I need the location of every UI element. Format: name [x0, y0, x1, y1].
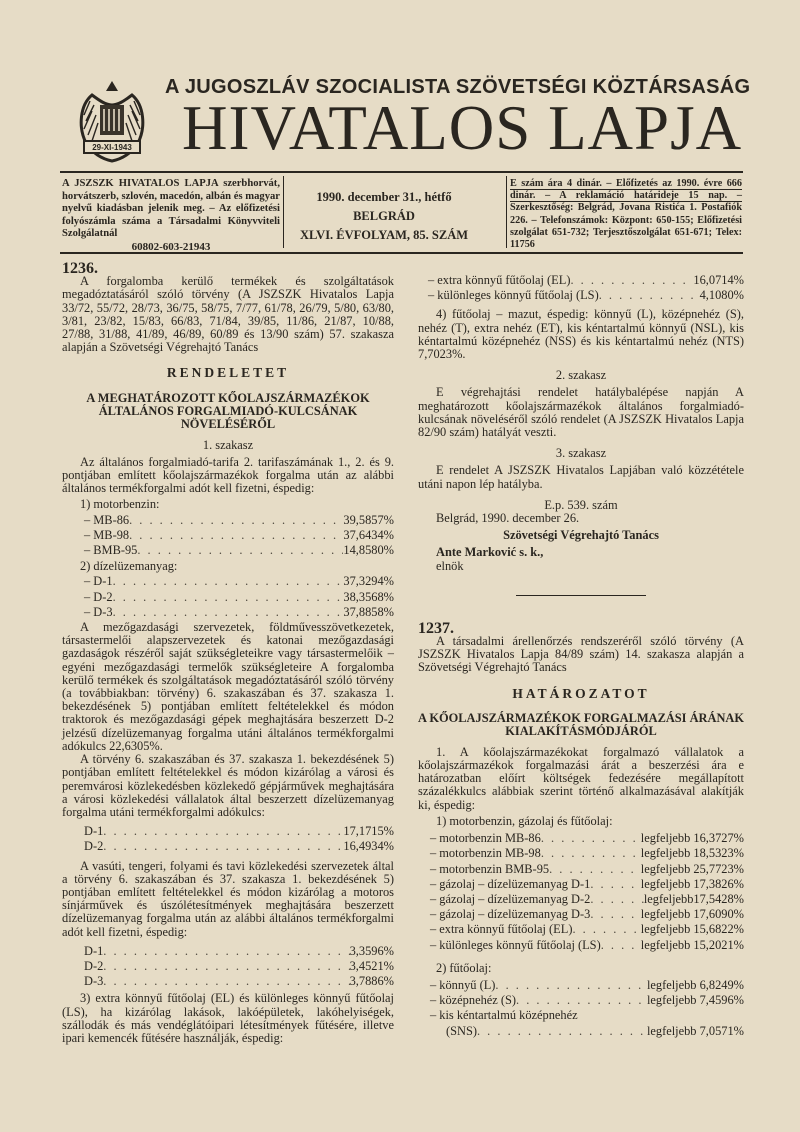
intro-paragraph: A forgalomba kerülő termékek és szolgáltatások megadóztatásáról szóló törvény (A JSZSZK Hivatalos Lapja 33/72, 55/72, 28/73, 36/75, 58/75, 7/77, 61/78, 26/79, 5/80, 63/80, 3/81, 23/82, 15/83, 66/83, 71/84, 39/85, 11/86, 21/87, 10/88, 27/88, 31/88, 41/89, 46/89, 60/89 és 13/90 szám) 57. szakasza alapján a Szövetségi Végrehajtó Tanács [62, 274, 394, 355]
rate-row: – motorbenzin MB-98 . . . legfeljebb 18,5323% [430, 847, 744, 860]
paragraph: E végrehajtási rendelet hatálybalépése napján A meghatározott kőolajszármazékok általános forgalmiadó-kulcsának növeléséről szóló rendelet (A JSZSZK Hivatalos Lapja 82/90 szám) hatályát veszti. [418, 385, 744, 440]
section-title: 3. szakasz [555, 446, 607, 461]
svg-text:29-XI-1943: 29-XI-1943 [92, 143, 132, 152]
paragraph: 3) extra könnyű fűtőolaj (EL) és különleges könnyű fűtőolaj (LS), ha kizárólag lakások, lakóépületek, lakóhelyiségek, szállodák és más vendéglátóipari létesítmények fűtésére, illetve ipari kemencék fűtésére használják, éspedig: [62, 991, 394, 1045]
contact-info: Szerkesztőség: Belgrád, Jovana Ristića 1. Postafiók 226. – Telefonszámok: Központ: 650-155; Előfizetési szolgálat 651-732; Terjesztőszolgálat 651-671; Telex: 11756 [510, 202, 742, 251]
rate-row: – D-2 . . . 38,3568% [84, 591, 394, 604]
rate-row: – MB-98 . . . 37,6434% [84, 529, 394, 542]
header-rule-top [60, 171, 743, 173]
rate-row: – D-3 . . . 37,8858% [84, 606, 394, 619]
issue-city: BELGRÁD [353, 209, 415, 223]
rate-row: – gázolaj – dízelüzemanyag D-2 . . . legfeljebb17,5428% [430, 893, 744, 906]
editorial-info [510, 178, 742, 251]
country-name: A JUGOSZLÁV SZOCIALISTA SZÖVETSÉGI KÖZTÁRSASÁG [165, 76, 751, 98]
group-title: 2) dízelüzemanyag: [80, 559, 178, 574]
act-type: RENDELETET [166, 365, 290, 381]
right-column [418, 262, 744, 1040]
paragraph: Az általános forgalmiadó-tarifa 2. tarifaszámának 1., 2. és 9. pontjában említett kőolajszármazékok forgalma után az alábbi általános termékforgalmi adót kell fizetni, éspedig: [62, 454, 394, 496]
group-title: 1) motorbenzin, gázolaj és fűtőolaj: [436, 813, 613, 828]
rate-row: (SNS) . . . legfeljebb 7,0571% [430, 1025, 744, 1038]
rate-row: D-2 . . . 3,4521% [84, 960, 394, 973]
paragraph: A törvény 6. szakaszában és 37. szakasza 1. bekezdésének 5) pontjában említett feltételekkel és módon kizárólag a városi és peremvárosi közlekedésben közlekedő gépjárművek meghajtására a városi közlekedési vállalatok által beszerzett dízelüzemanyag forgalma utáni termékforgalmi adókulcs: [62, 752, 394, 819]
rate-row: D-1 . . . 17,1715% [84, 825, 394, 838]
act-heading: A MEGHATÁROZOTT KŐOLAJSZÁRMAZÉKOK ÁLTALÁNOS FORGALMIADÓ-KULCSÁNAK NÖVELÉSÉRŐL [86, 390, 370, 431]
act-heading: A KŐOLAJSZÁRMAZÉKOK FORGALMAZÁSI ÁRÁNAK KIALAKÍTÁSMÓDJÁRÓL [418, 710, 744, 738]
rate-row: D-3 . . . 3,7886% [84, 975, 394, 988]
rate-label: – kis kéntartalmú középnehéz [430, 1008, 578, 1023]
rate-row: – gázolaj – dízelüzemanyag D-3 . . . legfeljebb 17,6090% [430, 908, 744, 921]
issue-date: 1990. december 31., hétfő [316, 190, 452, 204]
rate-row: – középnehéz (S) . . . legfeljebb 7,4596% [430, 994, 744, 1007]
rate-row: – különleges könnyű fűtőolaj (LS) . . . 4,1080% [428, 289, 744, 302]
intro-paragraph: A társadalmi árellenőrzés rendszeréről szóló törvény (A JSZSZK Hivatalos Lapja 84/89 szám) 14. szakasza alapján a Szövetségi Végrehajtó Tanács [418, 634, 744, 675]
reference-number: E.p. 539. szám [544, 497, 618, 512]
issue-volume: XLVI. ÉVFOLYAM, 85. SZÁM [299, 228, 469, 242]
rate-row: D-2 . . . 16,4934% [84, 840, 394, 853]
paragraph: E rendelet A JSZSZK Hivatalos Lapjában való közzététele utáni napon lép hatályba. [418, 463, 744, 491]
left-column [62, 262, 394, 1045]
signer-title: elnök [436, 558, 464, 573]
state-emblem-icon [62, 75, 162, 170]
group-title: 1) motorbenzin: [80, 497, 160, 512]
issue-info [288, 188, 480, 245]
rate-row: – motorbenzin BMB-95 . . . legfeljebb 25,7723% [430, 863, 744, 876]
header-rule-bottom [60, 252, 743, 254]
subscription-info [62, 178, 280, 253]
rate-row: – gázolaj – dízelüzemanyag D-1 . . . legfeljebb 17,3826% [430, 878, 744, 891]
price-info: E szám ára 4 dinár. – Előfizetés az 1990. évre 666 dinár. – A reklamáció határideje 15 nap. – [510, 178, 742, 202]
rate-row: – különleges könnyű fűtőolaj (LS) . . . legfeljebb 15,2021% [430, 939, 744, 952]
rate-row: – motorbenzin MB-86 . . . legfeljebb 16,3727% [430, 832, 744, 845]
paragraph: A mezőgazdasági szervezetek, földművesszövetkezetek, társastermelői alapszervezetek és katonai mezőgazdasági gazdaságok részéről saját szükségleteikre vagy társastermelőik – egyéni mezőgazdasági termelők szükségleteire A forgalomba kerülő termékek és szolgáltatások megadóztatásáról szóló törvény (a továbbiakban: törvény) 6. szakaszában és 37. szakasza 1. bekezdésének 5) pontjában említett feltételekkel és módon traktorok és mezőgazdasági gépek meghajtására beszerzett D-2 jelzésű dízelüzemanyag forgalma utáni általános termékforgalmi adókulcs 22,6305%. [62, 620, 394, 753]
rate-row: – MB-86 . . . 39,5857% [84, 514, 394, 527]
rate-row: – extra könnyű fűtőolaj (EL) . . . 16,0714% [428, 274, 744, 287]
council-name: Szövetségi Végrehajtó Tanács [503, 528, 659, 543]
section-title: 1. szakasz [202, 437, 254, 452]
paragraph: 1. A kőolajszármazékokat forgalmazó vállalatok a kőolajszármazékok forgalmazási árát a beszerzési ára e határozatban előírt költségek fedezésére megállapított százalékkulcs alábbiak szerint történő alkalmazásával alakítják ki, éspedig: [418, 744, 744, 812]
act-type: HATÁROZATOT [512, 685, 650, 701]
item-number: 1237. [418, 619, 454, 637]
rate-row: – BMB-95 . . . 14,8580% [84, 544, 394, 557]
header-divider [506, 176, 507, 248]
header-divider [283, 176, 284, 248]
publication-title: HIVATALOS LAPJA [182, 93, 743, 163]
paragraph: 4) fűtőolaj – mazut, éspedig: könnyű (L), középnehéz (S), nehéz (T), extra nehéz (ET), kis kéntartalmú könnyű (NSL), kis kéntartalmú középnehéz (NSS) és kis kéntartalmú nehéz (NTS) 7,7023%. [418, 307, 744, 362]
rate-row: – könnyű (L) . . . legfeljebb 6,8249% [430, 979, 744, 992]
section-separator [516, 595, 646, 596]
item-number: 1236. [62, 260, 98, 277]
subscription-text: A JSZSZK HIVATALOS LAPJA szerbhorvát, horvátszerb, szlovén, macedón, albán és magyar nyelvű kiadásban jelenik meg. – Az előfizetési folyószámla száma a Társadalmi Könyvviteli Szolgálatnál [62, 178, 280, 239]
signer-name: Ante Marković s. k., [436, 545, 544, 560]
group-title: 2) fűtőolaj: [436, 960, 492, 975]
rate-row: – extra könnyű fűtőolaj (EL) . . . legfeljebb 15,6822% [430, 923, 744, 936]
section-title: 2. szakasz [555, 368, 607, 383]
rate-row: D-1 . . . 3,3596% [84, 945, 394, 958]
paragraph: A vasúti, tengeri, folyami és tavi közlekedési szervezetek által a törvény 6. szakaszában és 37. szakasza 1. bekezdésének 5) pontjában említett feltételekkel és módon kizárólag a motoros sínjárművek és úszólétesítmények meghajtására beszerzett dízelüzemanyag forgalma után az alábbi általános termékforgalmi adót kell fizetni, éspedig: [62, 858, 394, 939]
place-date: Belgrád, 1990. december 26. [436, 511, 580, 526]
account-number: 60802-603-21943 [131, 240, 211, 253]
rate-row: – D-1 . . . 37,3294% [84, 575, 394, 588]
